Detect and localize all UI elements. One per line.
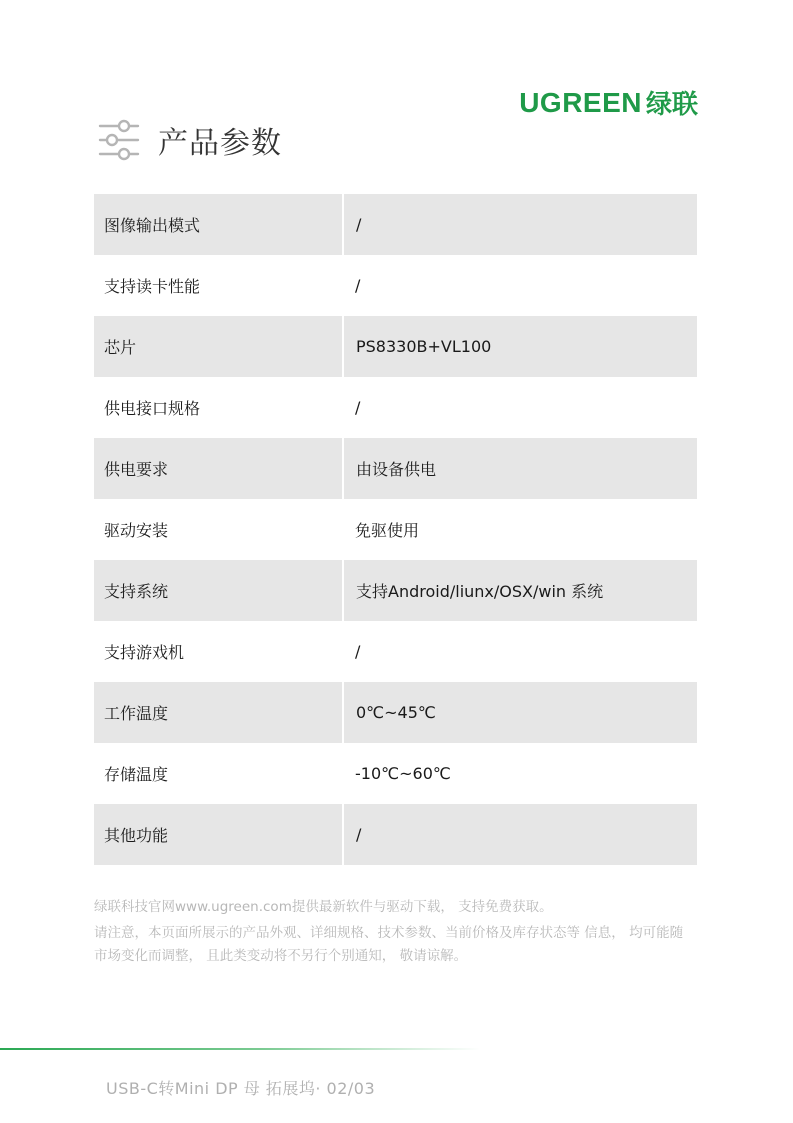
table-row: [94, 438, 697, 499]
param-value: /: [355, 398, 361, 417]
param-value: /: [343, 804, 697, 865]
logo-text-cn: 绿联: [645, 89, 698, 119]
param-label: 供电接口规格: [104, 399, 201, 418]
table-row: [94, 377, 697, 438]
table-row: [94, 621, 697, 682]
notes-section: [94, 896, 694, 971]
table-row: [94, 316, 697, 377]
param-label: 芯片: [94, 316, 343, 377]
param-label: 图像输出模式: [94, 194, 343, 255]
param-value: -10℃~60℃: [355, 764, 451, 783]
param-value: 支持Android/liunx/OSX/win 系统: [343, 560, 697, 621]
param-label: 支持系统: [94, 560, 343, 621]
sliders-icon: [98, 119, 140, 161]
param-label: 供电要求: [94, 438, 343, 499]
table-row: [94, 560, 697, 621]
table-row: [94, 255, 697, 316]
table-row: [94, 194, 697, 255]
param-value: 免驱使用: [355, 521, 420, 540]
footer-divider: [0, 1048, 480, 1050]
disclaimer-note: 请注意，本页面所展示的产品外观、详细规格、技术参数、当前价格及库存状态等 信息， 均可能随市场变化而调整， 且此类变动将不另行个别通知， 敬请谅解。: [94, 925, 684, 964]
param-value: PS8330B+VL100: [343, 316, 697, 377]
ugreen-logo: [519, 84, 698, 121]
section-header: [98, 118, 282, 162]
param-value: /: [355, 642, 361, 661]
param-label: 工作温度: [94, 682, 343, 743]
param-label: 其他功能: [94, 804, 343, 865]
table-row: [94, 743, 697, 804]
param-value: 0℃~45℃: [343, 682, 697, 743]
param-label: 支持读卡性能: [104, 277, 201, 296]
page-title: 产品参数: [158, 126, 282, 161]
param-label: 支持游戏机: [104, 643, 185, 662]
param-label: 驱动安装: [104, 521, 169, 540]
table-row: [94, 682, 697, 743]
download-note: 绿联科技官网www.ugreen.com提供最新软件与驱动下载， 支持免费获取。: [94, 899, 553, 915]
param-label: 存储温度: [104, 765, 169, 784]
param-value: /: [343, 194, 697, 255]
table-row: [94, 499, 697, 560]
param-value: /: [355, 276, 361, 295]
footer-page-label: USB-C转Mini DP 母 拓展坞· 02/03: [106, 1079, 376, 1098]
logo-text-en: UGREEN: [519, 86, 642, 118]
params-table: [94, 194, 697, 865]
param-value: 由设备供电: [343, 438, 697, 499]
table-row: [94, 804, 697, 865]
